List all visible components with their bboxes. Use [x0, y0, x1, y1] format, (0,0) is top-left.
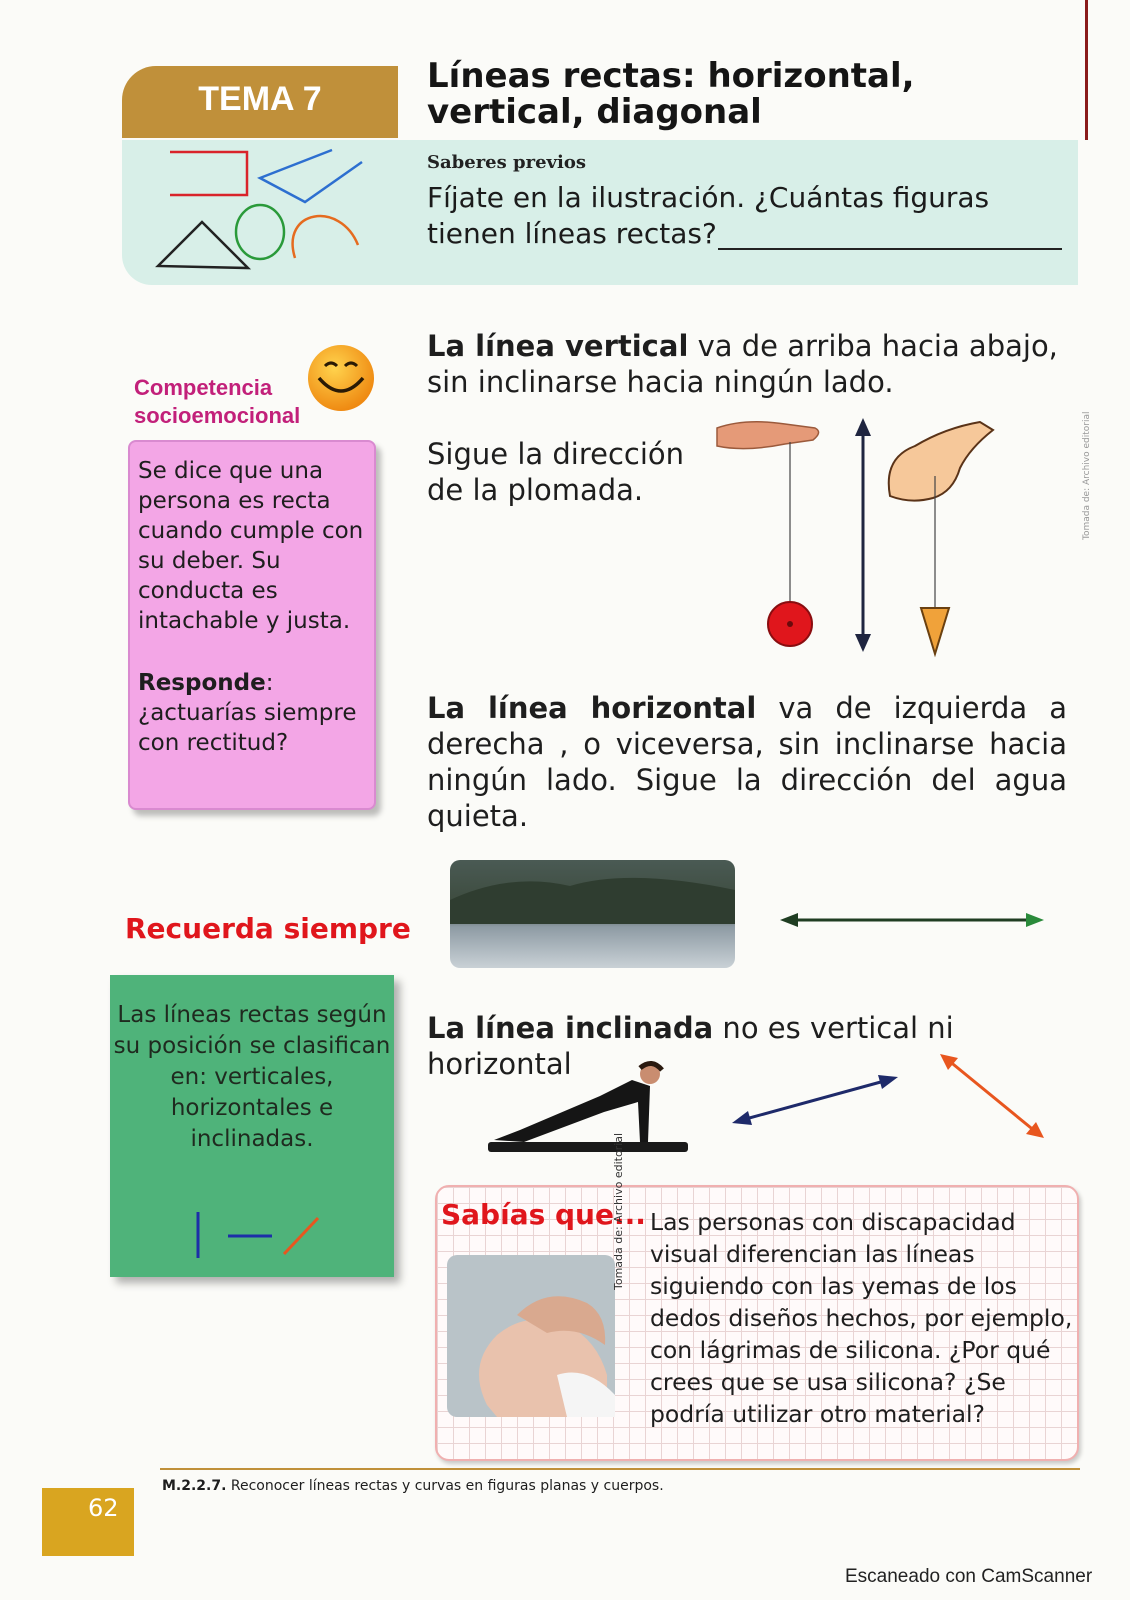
side-photo-credit: Tomada de: Archivo editorial	[1082, 411, 1092, 540]
competencia-label	[134, 374, 300, 430]
title-line-1: Líneas rectas: horizontal,	[427, 56, 915, 96]
competencia-line-2: socioemocional	[134, 403, 301, 428]
horizontal-term: La línea horizontal	[427, 691, 757, 725]
responde-question: : ¿actuarías siempre con rectitud?	[138, 670, 357, 756]
sabias-que-text: Las personas con discapacidad visual diferencian las líneas siguiendo con las yemas de los dedos diseños hechos, por ejemplo, con lágrimas de silicona. ¿Por qué crees que se usa silicona? ¿Se podría utilizar otro material?	[650, 1208, 1073, 1428]
shapes-illustration	[150, 140, 380, 280]
skill-description: Reconocer líneas rectas y curvas en figuras planas y cuerpos.	[226, 1478, 664, 1494]
plomada-text: Sigue la dirección de la plomada.	[427, 437, 685, 507]
socioemocional-text: Se dice que una persona es recta cuando cumple con su deber. Su conducta es intachable y justa.	[138, 458, 364, 634]
responde-prompt	[138, 668, 370, 758]
sabias-que-title: Sabías que...	[441, 1198, 646, 1231]
cone-bob	[921, 608, 949, 654]
footer-skill-text	[162, 1478, 664, 1494]
triangle-shape	[158, 222, 248, 268]
circle-shape	[236, 205, 284, 259]
vertical-definition	[427, 328, 1087, 400]
plank-exercise-photo	[480, 1058, 695, 1158]
tema-label: TEMA 7	[198, 80, 322, 118]
saberes-previos-label: Saberes previos	[427, 152, 586, 173]
lake-photo	[450, 860, 735, 968]
title-line-2: vertical, diagonal	[427, 92, 762, 132]
skill-code: M.2.2.7.	[162, 1478, 227, 1494]
recuerda-note-text: Las líneas rectas según su posición se clasifican en: verticales, horizontales e inclinadas.	[113, 1002, 391, 1152]
line-types-icon	[186, 1210, 326, 1260]
inclined-arrow-orange	[938, 1052, 1046, 1142]
arc-shape	[293, 216, 358, 258]
square-shape	[170, 152, 247, 195]
horizontal-text: va de izquierda a derecha , o viceversa, sin inclinarse hacia ningún lado. Sigue la dirección del agua quieta.	[427, 691, 1067, 833]
hand-right	[889, 422, 993, 501]
smiley-icon	[305, 340, 377, 416]
competencia-line-1: Competencia	[134, 375, 273, 400]
responde-label: Responde	[138, 670, 266, 696]
page-title	[427, 58, 1067, 130]
inclinada-term: La línea inclinada	[427, 1011, 714, 1045]
inclinada-text: no es vertical ni horizontal	[427, 1011, 954, 1081]
footer-rule	[160, 1468, 1080, 1470]
inclined-arrow-blue	[730, 1070, 900, 1130]
photo-credit: Tomada de: Archivo editorial	[612, 1132, 625, 1290]
page-edge-bar	[1085, 0, 1088, 140]
horizontal-definition	[427, 690, 1067, 834]
horizontal-arrow	[780, 908, 1045, 932]
scanner-watermark: Escaneado con CamScanner	[845, 1566, 1093, 1587]
answer-line[interactable]	[718, 248, 1062, 250]
braille-hands-photo	[447, 1255, 615, 1417]
vertical-text: va de arriba hacia abajo, sin inclinarse hacia ningún lado.	[427, 329, 1058, 399]
hand-left	[717, 422, 819, 449]
page-number: 62	[88, 1494, 119, 1522]
saberes-question: Fíjate en la ilustración. ¿Cuántas figuras tienen líneas rectas?	[427, 181, 990, 250]
vertical-term: La línea vertical	[427, 329, 689, 363]
recuerda-siempre-title: Recuerda siempre	[125, 912, 411, 945]
angle-shape	[260, 150, 362, 202]
plumb-bob-illustration	[715, 418, 1015, 668]
